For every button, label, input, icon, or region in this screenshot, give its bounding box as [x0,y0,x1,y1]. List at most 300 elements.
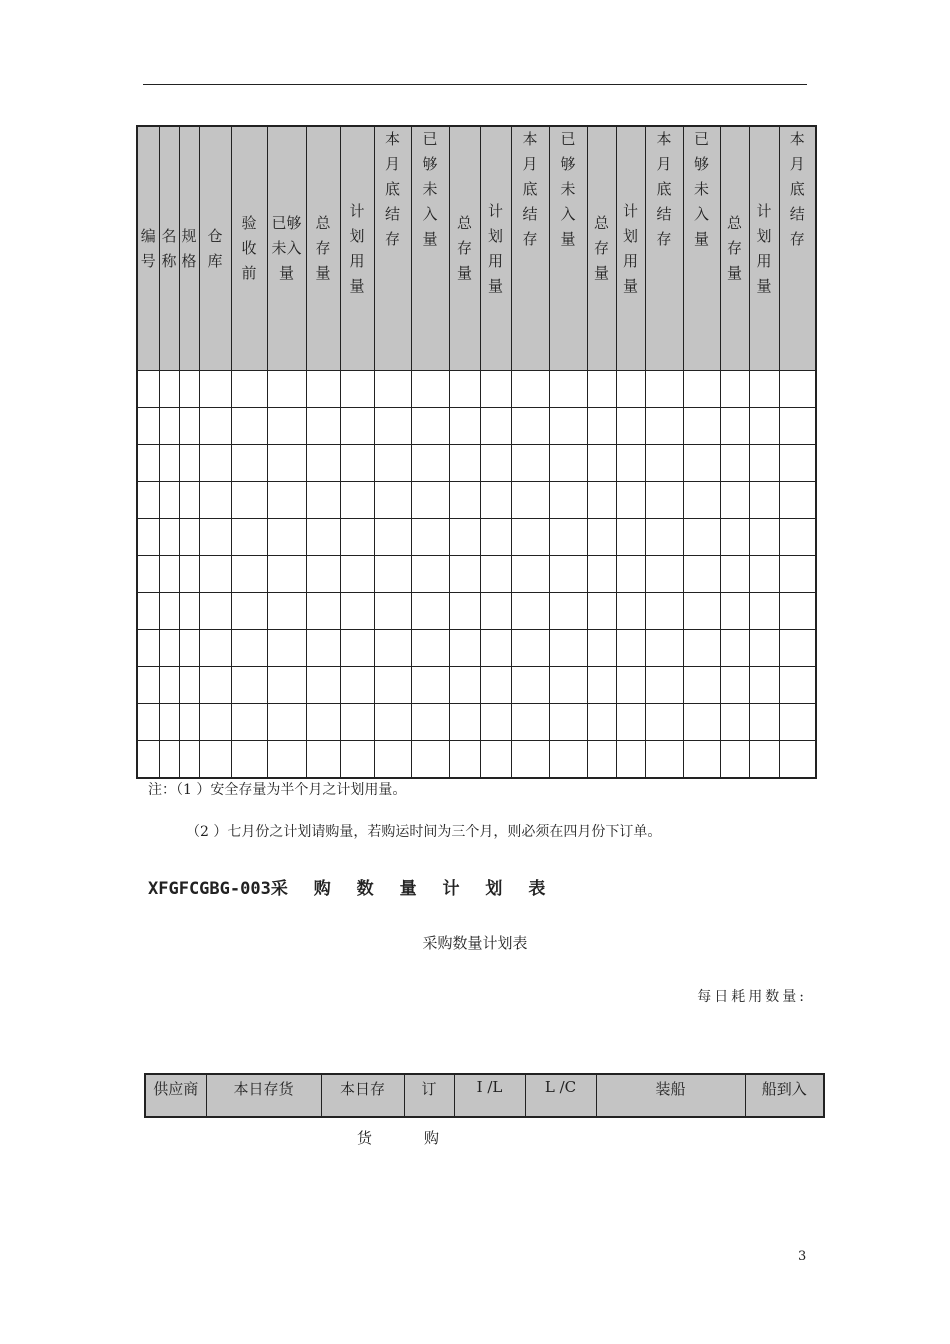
table-cell [720,556,749,593]
inventory-header-cell [231,126,267,371]
table-cell [480,519,511,556]
inventory-header-label: 规 格 [181,226,197,270]
table-cell [645,593,683,630]
inventory-header-label: 本 月 底 结 存 [789,130,805,248]
table-cell [720,593,749,630]
table-cell [587,445,616,482]
table-cell [511,519,549,556]
table-cell [306,704,340,741]
table-cell [645,445,683,482]
table-cell [480,482,511,519]
table-cell [159,445,179,482]
inventory-header-label: 本 月 底 结 存 [656,130,672,248]
table-cell [137,482,159,519]
table-cell [179,630,199,667]
table-cell [199,667,231,704]
inventory-header-label: 已 够 未 入 量 [693,130,709,248]
table-cell [683,445,720,482]
table-cell [645,519,683,556]
table-cell [179,593,199,630]
table-cell [587,704,616,741]
table-cell [306,741,340,779]
table-cell [159,630,179,667]
table-cell [231,667,267,704]
inventory-header-cell [137,126,159,371]
table-cell [720,445,749,482]
table-cell [267,519,306,556]
table-cell [645,667,683,704]
table-cell [267,741,306,779]
inventory-header-cell [587,126,616,371]
inventory-header-cell [683,126,720,371]
table-cell [267,408,306,445]
table-cell [616,482,645,519]
table-cell [480,445,511,482]
purchase-plan-table [144,1073,825,1118]
table-row [137,371,816,408]
table-cell [137,556,159,593]
inventory-header-cell [645,126,683,371]
table-row [137,667,816,704]
table-cell [616,667,645,704]
table-cell [449,482,480,519]
table-cell [159,408,179,445]
table-cell [199,445,231,482]
table-cell [449,593,480,630]
table-cell [683,667,720,704]
table-row [137,519,816,556]
table-cell [779,667,816,704]
inventory-header-cell [449,126,480,371]
table-cell [137,704,159,741]
table-cell [179,704,199,741]
table-cell [306,482,340,519]
table-cell [511,630,549,667]
table-cell [374,741,411,779]
table-cell [411,556,449,593]
table-cell [645,408,683,445]
table-cell [411,408,449,445]
form-subtitle: 采购数量计划表 [422,934,528,952]
table-cell [231,371,267,408]
table-cell [549,408,587,445]
table-cell [374,630,411,667]
table-cell [683,630,720,667]
inventory-header-label: 计 划 用 量 [487,201,503,295]
purchase-header-cell: 装船 [596,1074,745,1117]
table-cell [616,593,645,630]
table-cell [199,556,231,593]
table-cell [137,593,159,630]
table-cell [231,408,267,445]
table-cell [199,371,231,408]
table-cell [616,519,645,556]
inventory-header-label: 名 称 [161,226,177,270]
table-cell [306,408,340,445]
table-cell [749,593,779,630]
table-cell [179,519,199,556]
table-cell [645,556,683,593]
table-cell [683,371,720,408]
inventory-header-cell [616,126,645,371]
table-cell [616,408,645,445]
table-cell [267,593,306,630]
table-cell [374,593,411,630]
inventory-header-label: 总 存 量 [315,214,331,282]
table-cell [749,741,779,779]
table-cell [306,556,340,593]
table-cell [511,593,549,630]
table-cell [779,482,816,519]
inventory-header-cell [199,126,231,371]
table-cell [683,408,720,445]
table-cell [340,408,374,445]
continuation-huo: 货 [357,1129,373,1147]
table-cell [480,556,511,593]
table-cell [511,667,549,704]
table-cell [179,482,199,519]
table-cell [480,630,511,667]
table-cell [720,482,749,519]
note-1: 注：（1 ）安全存量为半个月之计划用量。 [148,782,407,798]
table-cell [511,741,549,779]
table-row [137,630,816,667]
table-cell [511,408,549,445]
table-cell [587,630,616,667]
table-cell [511,556,549,593]
inventory-header-label: 已 够 未 入 量 [560,130,576,248]
table-cell [549,482,587,519]
note-2: （2 ）七月份之计划请购量，若购运时间为三个月，则必须在四月份下订单。 [186,824,662,840]
table-cell [549,667,587,704]
table-cell [779,519,816,556]
table-cell [137,519,159,556]
table-cell [306,593,340,630]
table-cell [267,630,306,667]
table-cell [749,704,779,741]
table-cell [340,704,374,741]
table-cell [137,445,159,482]
table-cell [199,519,231,556]
table-cell [306,371,340,408]
inventory-header-label: 编 号 [140,226,156,270]
table-cell [449,741,480,779]
table-cell [749,556,779,593]
table-cell [179,445,199,482]
table-cell [779,741,816,779]
table-cell [340,445,374,482]
table-cell [137,630,159,667]
table-cell [411,741,449,779]
table-cell [179,371,199,408]
purchase-header-cell: I /L [454,1074,525,1117]
table-cell [374,519,411,556]
table-cell [749,519,779,556]
table-cell [159,741,179,779]
table-cell [749,630,779,667]
table-cell [449,667,480,704]
table-cell [137,408,159,445]
table-cell [374,704,411,741]
inventory-header-label: 本 月 底 结 存 [384,130,400,248]
inventory-header-label: 总 存 量 [456,214,472,282]
inventory-header-cell [374,126,411,371]
purchase-header-cell: 订 [404,1074,454,1117]
table-cell [231,519,267,556]
table-cell [779,593,816,630]
table-cell [720,408,749,445]
table-cell [549,371,587,408]
inventory-header-label: 计 划 用 量 [349,201,365,295]
table-cell [720,630,749,667]
table-cell [449,556,480,593]
table-cell [616,556,645,593]
inventory-header-label: 验 收 前 [241,214,257,282]
table-cell [411,482,449,519]
table-cell [374,667,411,704]
table-cell [340,371,374,408]
table-cell [306,445,340,482]
inventory-header-cell [179,126,199,371]
inventory-header-cell [480,126,511,371]
table-cell [340,482,374,519]
table-cell [179,741,199,779]
table-row [137,593,816,630]
table-cell [340,556,374,593]
inventory-header-cell [340,126,374,371]
daily-usage-label: 每日耗用数量: [697,989,807,1005]
table-cell [159,371,179,408]
table-cell [199,482,231,519]
table-cell [199,630,231,667]
table-cell [449,371,480,408]
table-cell [749,445,779,482]
table-cell [645,704,683,741]
table-cell [231,741,267,779]
table-cell [587,593,616,630]
table-cell [306,630,340,667]
table-cell [267,704,306,741]
table-cell [449,630,480,667]
inventory-header-cell [411,126,449,371]
table-cell [340,741,374,779]
table-cell [267,482,306,519]
purchase-header-cell: 船到入 [745,1074,824,1117]
table-cell [587,741,616,779]
table-cell [683,482,720,519]
table-row [137,408,816,445]
purchase-header-cell: 供应商 [145,1074,206,1117]
table-cell [587,667,616,704]
table-cell [159,519,179,556]
purchase-header-row [145,1074,824,1117]
table-cell [749,408,779,445]
table-cell [449,408,480,445]
table-cell [616,445,645,482]
purchase-header-cell: L /C [525,1074,596,1117]
table-row [137,445,816,482]
table-cell [137,667,159,704]
table-cell [480,593,511,630]
table-cell [199,408,231,445]
inventory-header-label: 已 够 未 入 量 [422,130,438,248]
purchase-header-cell: 本日存 [321,1074,404,1117]
table-cell [587,371,616,408]
table-cell [374,371,411,408]
table-cell [587,519,616,556]
table-row [137,556,816,593]
table-cell [267,556,306,593]
table-cell [587,482,616,519]
table-cell [199,593,231,630]
inventory-table [136,125,817,779]
inventory-header-label: 计 划 用 量 [622,201,638,295]
table-cell [340,593,374,630]
inventory-header-label: 总 存 量 [593,214,609,282]
table-cell [306,667,340,704]
table-cell [480,408,511,445]
table-cell [511,704,549,741]
table-cell [720,519,749,556]
table-cell [411,519,449,556]
inventory-header-cell [267,126,306,371]
table-cell [159,556,179,593]
table-cell [616,741,645,779]
table-cell [306,519,340,556]
table-cell [645,482,683,519]
table-cell [683,519,720,556]
table-cell [137,371,159,408]
table-cell [411,667,449,704]
table-cell [720,704,749,741]
table-cell [179,408,199,445]
table-cell [779,556,816,593]
table-cell [480,667,511,704]
inventory-header-label: 仓 库 [207,226,223,270]
inventory-header-label: 本 月 底 结 存 [522,130,538,248]
table-row [137,482,816,519]
table-row [137,741,816,779]
table-cell [374,408,411,445]
table-cell [137,741,159,779]
table-cell [449,704,480,741]
table-cell [779,704,816,741]
table-cell [231,556,267,593]
table-cell [374,445,411,482]
table-cell [231,593,267,630]
inventory-header-cell [511,126,549,371]
table-cell [159,593,179,630]
inventory-header-cell [159,126,179,371]
table-cell [720,667,749,704]
table-cell [340,667,374,704]
continuation-gou: 购 [424,1129,440,1147]
inventory-header-cell [306,126,340,371]
table-cell [779,408,816,445]
page-number: 3 [798,1249,807,1264]
header-rule [143,84,807,85]
inventory-header-row [137,126,816,371]
table-cell [549,704,587,741]
table-cell [480,741,511,779]
table-cell [411,445,449,482]
table-cell [549,741,587,779]
table-cell [179,667,199,704]
table-cell [549,519,587,556]
table-cell [720,371,749,408]
table-cell [587,556,616,593]
table-cell [616,630,645,667]
table-cell [199,741,231,779]
table-cell [340,519,374,556]
table-cell [449,519,480,556]
table-cell [511,371,549,408]
table-cell [231,482,267,519]
table-cell [616,371,645,408]
table-cell [231,704,267,741]
table-cell [645,371,683,408]
inventory-header-label: 总 存 量 [726,214,742,282]
table-cell [749,482,779,519]
inventory-header-cell [779,126,816,371]
table-cell [683,704,720,741]
table-cell [374,482,411,519]
table-cell [683,593,720,630]
table-cell [720,741,749,779]
table-cell [179,556,199,593]
table-cell [159,704,179,741]
section-title-text: 采 购 数 量 计 划 表 [270,879,556,899]
table-cell [645,630,683,667]
table-cell [749,667,779,704]
inventory-header-cell [720,126,749,371]
table-cell [267,445,306,482]
section-title [148,874,555,899]
table-cell [480,704,511,741]
table-cell [449,445,480,482]
table-cell [267,371,306,408]
table-cell [159,667,179,704]
table-cell [159,482,179,519]
table-cell [267,667,306,704]
table-cell [231,445,267,482]
table-cell [749,371,779,408]
table-cell [616,704,645,741]
table-cell [480,371,511,408]
table-cell [549,445,587,482]
table-cell [411,593,449,630]
table-cell [199,704,231,741]
table-cell [511,445,549,482]
inventory-header-label: 计 划 用 量 [756,201,772,295]
table-cell [549,593,587,630]
table-cell [645,741,683,779]
inventory-header-cell [549,126,587,371]
inventory-header-cell [749,126,779,371]
table-cell [779,445,816,482]
purchase-header-cell: 本日存货 [206,1074,321,1117]
table-cell [411,630,449,667]
table-cell [549,630,587,667]
table-cell [340,630,374,667]
table-cell [374,556,411,593]
table-cell [549,556,587,593]
section-code: XFGFCGBG-003 [148,879,271,899]
table-cell [683,556,720,593]
table-cell [587,408,616,445]
table-row [137,704,816,741]
table-cell [511,482,549,519]
